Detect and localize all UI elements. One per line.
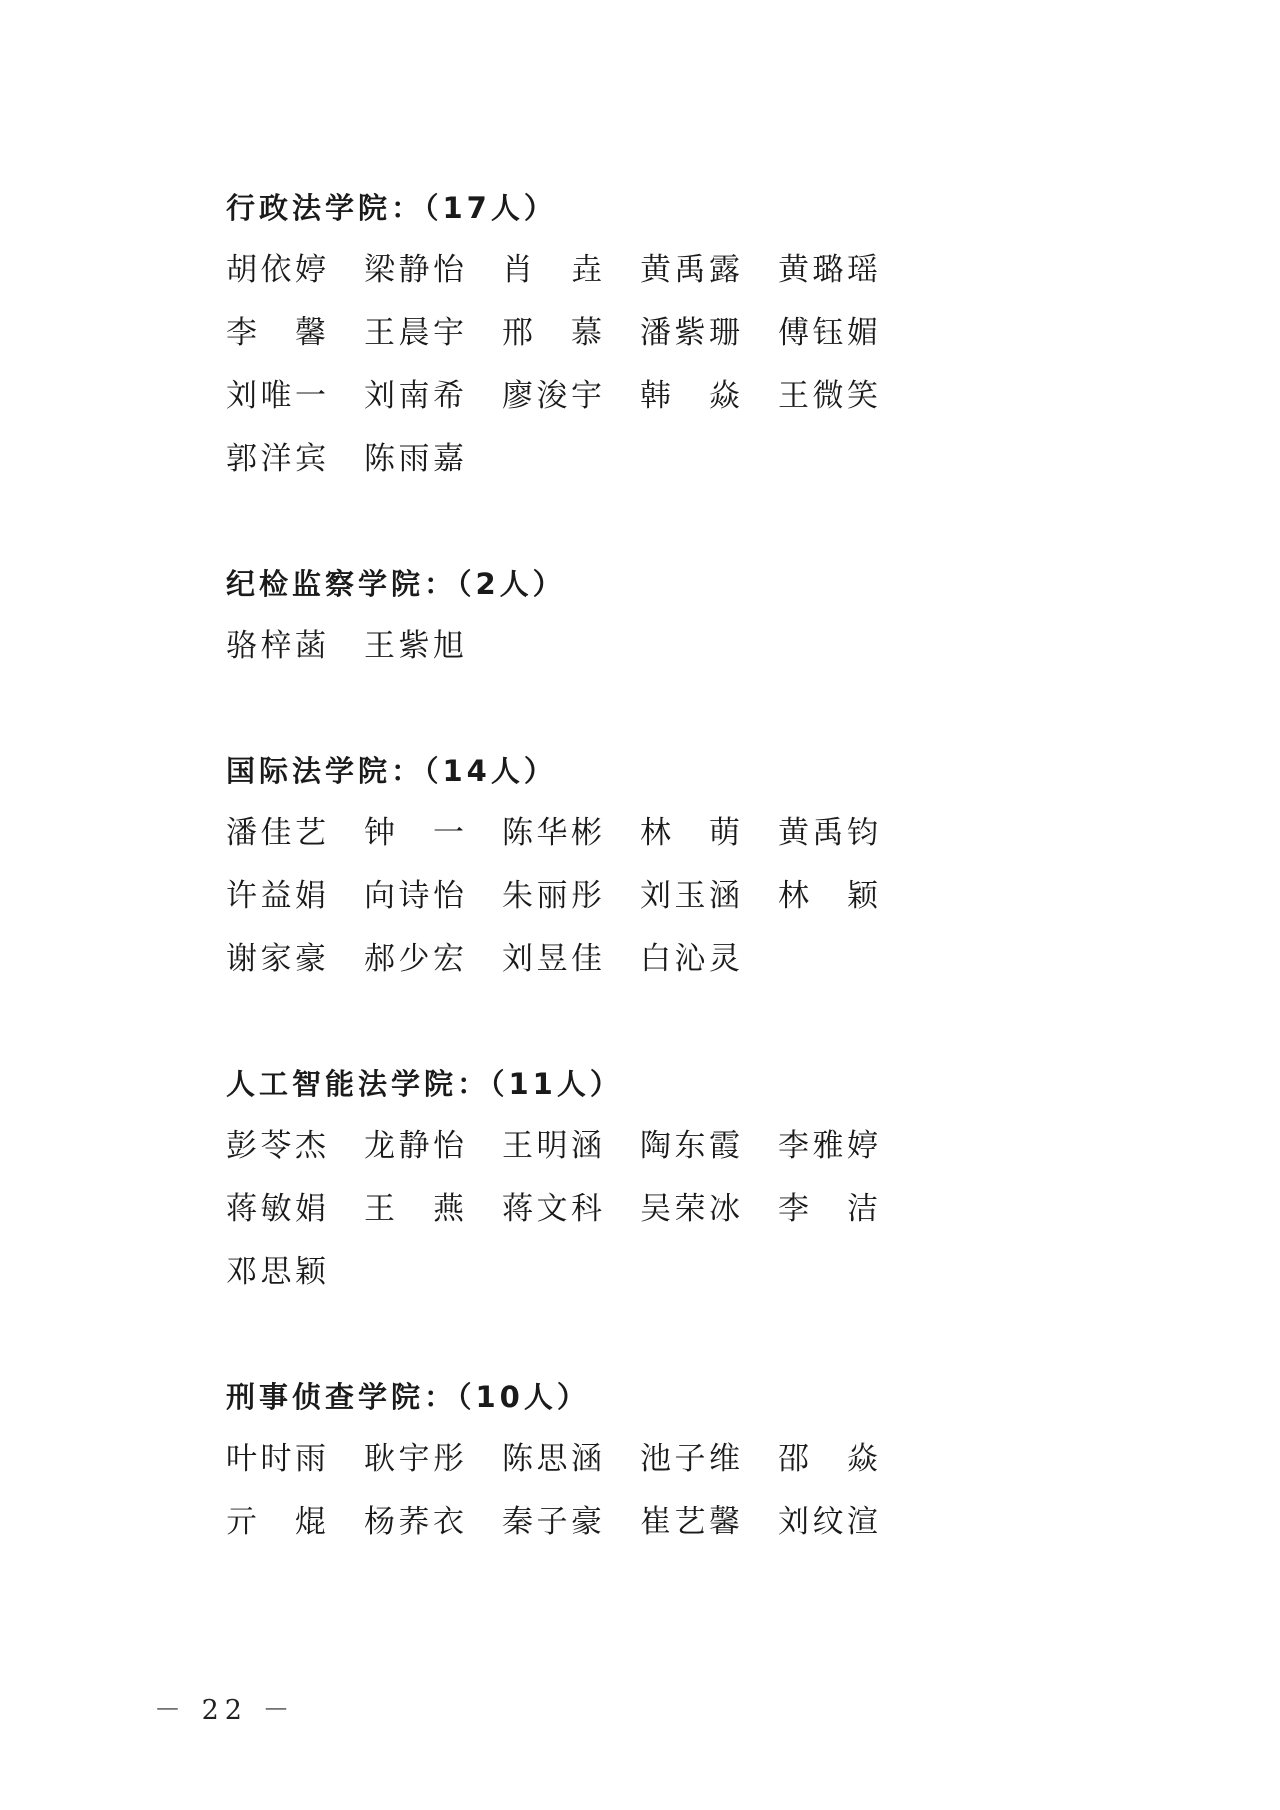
student-name: 郝 少 宏 [364, 941, 464, 977]
student-name: 吴 荣 冰 [640, 1191, 740, 1227]
student-name: 秦 子 豪 [502, 1504, 602, 1540]
student-name: 刘 昱 佳 [502, 941, 602, 977]
student-name: 蒋 敏 娟 [226, 1191, 326, 1227]
student-name: 白 沁 灵 [640, 941, 740, 977]
college-title: 行政法学院：（17人） [226, 191, 557, 225]
student-name: 邢 慕 [502, 315, 602, 351]
student-name: 肖 垚 [502, 252, 602, 288]
student-name: 骆 梓 菡 [226, 628, 326, 664]
college-section [226, 1377, 1126, 1565]
student-name: 刘 纹 渲 [778, 1504, 878, 1540]
student-name: 刘 玉 涵 [640, 878, 740, 914]
student-name: 王 燕 [364, 1191, 464, 1227]
student-name: 池 子 维 [640, 1441, 740, 1477]
student-name: 王 晨 宇 [364, 315, 464, 351]
page-number: － 22 － [154, 1695, 296, 1726]
student-name: 陶 东 霞 [640, 1128, 740, 1164]
student-name: 向 诗 怡 [364, 878, 464, 914]
student-name: 邵 焱 [778, 1441, 878, 1477]
student-name: 钟 一 [364, 815, 464, 851]
student-name: 彭 苓 杰 [226, 1128, 326, 1164]
student-name: 崔 艺 馨 [640, 1504, 740, 1540]
student-name: 陈 雨 嘉 [364, 441, 464, 477]
student-name: 谢 家 豪 [226, 941, 326, 977]
student-name: 朱 丽 彤 [502, 878, 602, 914]
student-name: 潘 紫 珊 [640, 315, 740, 351]
student-name: 王 紫 旭 [364, 628, 464, 664]
student-name: 龙 静 怡 [364, 1128, 464, 1164]
student-name: 邓 思 颖 [226, 1254, 326, 1290]
student-name: 王 明 涵 [502, 1128, 602, 1164]
student-name: 李 洁 [778, 1191, 878, 1227]
name-list [226, 1126, 1126, 1315]
student-name: 潘 佳 艺 [226, 815, 326, 851]
college-title: 国际法学院：（14人） [226, 754, 557, 788]
student-name: 蒋 文 科 [502, 1191, 602, 1227]
name-list [226, 250, 1126, 502]
college-title: 人工智能法学院：（11人） [226, 1067, 623, 1101]
college-section [226, 1064, 1126, 1315]
college-section [226, 564, 1126, 689]
student-name: 黄 禹 钧 [778, 815, 878, 851]
college-title: 纪检监察学院：（2人） [226, 567, 566, 601]
student-name: 许 益 娟 [226, 878, 326, 914]
student-name: 陈 思 涵 [502, 1441, 602, 1477]
name-list [226, 1439, 1126, 1565]
student-name: 傅 钰 媚 [778, 315, 878, 351]
student-name: 王 微 笑 [778, 378, 878, 414]
student-name: 刘 唯 一 [226, 378, 326, 414]
student-name: 耿 宇 彤 [364, 1441, 464, 1477]
student-name: 陈 华 彬 [502, 815, 602, 851]
student-name: 黄 禹 露 [640, 252, 740, 288]
college-section [226, 751, 1126, 1002]
student-name: 梁 静 怡 [364, 252, 464, 288]
student-name: 叶 时 雨 [226, 1441, 326, 1477]
student-name: 胡 依 婷 [226, 252, 326, 288]
student-name: 李 雅 婷 [778, 1128, 878, 1164]
student-name: 廖 浚 宇 [502, 378, 602, 414]
name-list [226, 813, 1126, 1002]
student-name: 韩 焱 [640, 378, 740, 414]
college-section [226, 188, 1126, 502]
student-name: 黄 璐 瑶 [778, 252, 878, 288]
student-name: 林 萌 [640, 815, 740, 851]
student-name: 李 馨 [226, 315, 326, 351]
student-name: 亓 焜 [226, 1504, 326, 1540]
student-name: 杨 荞 衣 [364, 1504, 464, 1540]
name-list [226, 626, 1126, 689]
student-name: 刘 南 希 [364, 378, 464, 414]
award-list [226, 188, 1126, 1627]
student-name: 林 颖 [778, 878, 878, 914]
college-title: 刑事侦查学院：（10人） [226, 1380, 590, 1414]
student-name: 郭 洋 宾 [226, 441, 326, 477]
